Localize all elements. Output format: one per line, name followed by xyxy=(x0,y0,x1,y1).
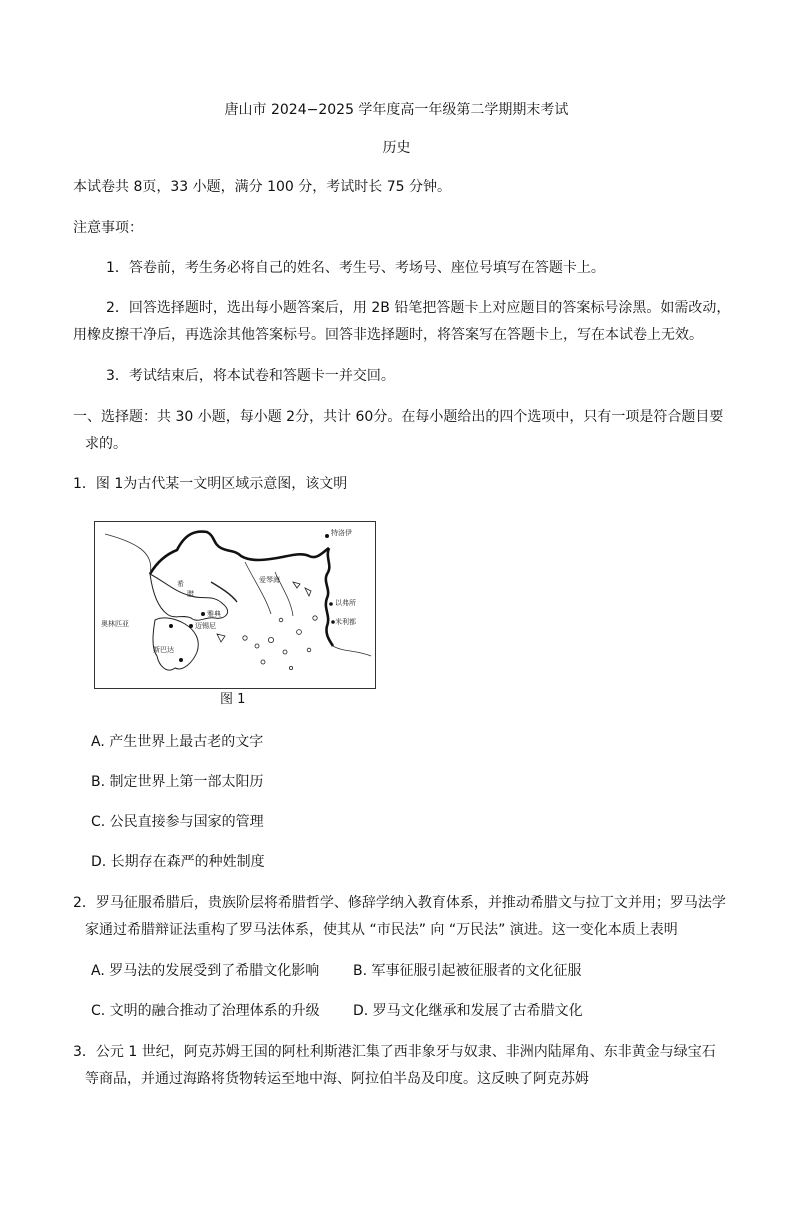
map-label-ephesus: 以弗所 xyxy=(335,599,356,607)
map-label-olympia: 奥林匹亚 xyxy=(101,620,129,628)
q2-option-a: A. 罗马法的发展受到了希腊文化影响 xyxy=(91,963,320,979)
section-heading-line-1: 一、选择题：共 30 小题，每小题 2分，共计 60分。在每小题给出的四个选项中，只有一项是符合题目要 xyxy=(73,409,724,425)
q1-option-b: B. 制定世界上第一部太阳历 xyxy=(91,774,264,790)
question-3-stem-line-2: 等商品，并通过海路将货物转运至地中海、阿拉伯半岛及印度。这反映了阿克苏姆 xyxy=(85,1071,589,1087)
question-3-stem-line-1: 3．公元 1 世纪，阿克苏姆王国的阿杜利斯港汇集了西非象牙与奴隶、非洲内陆犀角、东非黄金与绿宝石 xyxy=(73,1044,716,1060)
q2-option-d: D. 罗马文化继承和发展了古希腊文化 xyxy=(353,1003,583,1019)
question-2-stem-line-2: 家通过希腊辩证法重构了罗马法体系，使其从 “市民法” 向 “万民法” 演进。这一变化本质上表明 xyxy=(85,922,678,938)
notice-item-2-line-2: 用橡皮擦干净后，再选涂其他答案标号。回答非选择题时，将答案写在答题卡上，写在本试卷上无效。 xyxy=(73,327,703,343)
map-label-mycenae: 迈锡尼 xyxy=(195,622,216,630)
exam-intro: 本试卷共 8页，33 小题，满分 100 分，考试时长 75 分钟。 xyxy=(73,179,451,195)
question-2-stem-line-1: 2．罗马征服希腊后，贵族阶层将希腊哲学、修辞学纳入教育体系，并推动希腊文与拉丁文并用；罗马法学 xyxy=(73,895,726,911)
section-heading-line-2: 求的。 xyxy=(85,436,127,452)
q2-option-c: C. 文明的融合推动了治理体系的升级 xyxy=(91,1003,320,1019)
ancient-greece-map xyxy=(94,521,376,689)
notice-item-1: 1．答卷前，考生务必将自己的姓名、考生号、考场号、座位号填写在答题卡上。 xyxy=(106,260,605,276)
map-label-athens: 雅典 xyxy=(207,610,221,618)
question-1-stem: 1．图 1为古代某一文明区域示意图，该文明 xyxy=(73,476,348,492)
q1-option-a: A. 产生世界上最古老的文字 xyxy=(91,734,264,750)
notice-item-2-line-1: 2．回答选择题时，选出每小题答案后，用 2B 铅笔把答题卡上对应题目的答案标号涂黑。如需改动， xyxy=(106,300,731,316)
map-label-greece-b: 腊 xyxy=(187,590,194,598)
map-label-sparta: 斯巴达 xyxy=(153,646,174,654)
notice-heading: 注意事项： xyxy=(73,220,143,236)
exam-title: 唐山市 2024−2025 学年度高一年级第二学期期末考试 xyxy=(224,102,569,118)
map-drawing xyxy=(95,522,375,688)
notice-item-3: 3．考试结束后，将本试卷和答题卡一并交回。 xyxy=(106,368,395,384)
map-label-troy: 特洛伊 xyxy=(331,529,352,537)
map-label-sea: 爱琴海 xyxy=(259,576,280,584)
map-label-miletus: 米利都 xyxy=(335,618,356,626)
q2-option-b: B. 军事征服引起被征服者的文化征服 xyxy=(353,963,582,979)
q1-option-d: D. 长期存在森严的种姓制度 xyxy=(91,854,265,870)
figure-1-caption: 图 1 xyxy=(220,692,246,707)
map-label-greece-a: 希 xyxy=(177,580,184,588)
subject-title: 历史 xyxy=(382,140,411,156)
q1-option-c: C. 公民直接参与国家的管理 xyxy=(91,814,264,830)
